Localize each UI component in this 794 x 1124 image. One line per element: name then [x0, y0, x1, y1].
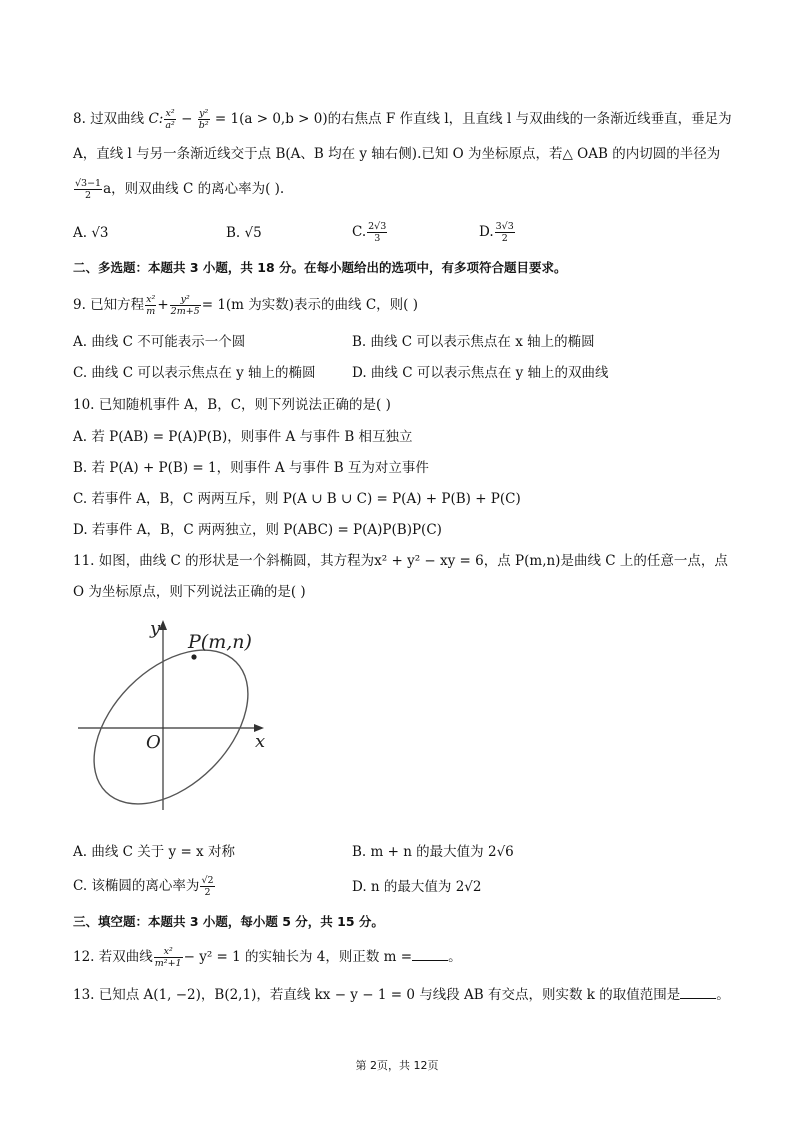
q13-answer-blank[interactable] [680, 986, 716, 999]
q8-option-a: A. √3 [73, 225, 109, 241]
q9-option-d: D. 曲线 C 可以表示焦点在 y 轴上的双曲线 [352, 365, 609, 381]
q11-option-a: A. 曲线 C 关于 y = x 对称 [73, 844, 235, 860]
section-2-heading: 二、多选题：本题共 3 小题，共 18 分。在每小题给出的选项中，有多项符合题目要求。 [73, 260, 567, 275]
y-label: y [150, 618, 161, 639]
q10-stem: 10. 已知随机事件 A，B，C，则下列说法正确的是( ) [73, 397, 391, 413]
q9-option-a: A. 曲线 C 不可能表示一个圆 [73, 334, 246, 350]
q8-line2: A，直线 l 与另一条渐近线交于点 B(A、B 均在 y 轴右侧).已知 O 为坐标原点，若△ OAB 的内切圆的半径为 [73, 146, 721, 162]
q8-line3-text: a，则双曲线 C 的离心率为( ). [103, 181, 285, 197]
page-footer: 第 2页，共 12页 [355, 1059, 439, 1072]
q10-option-c: C. 若事件 A，B，C 两两互斥，则 P(A ∪ B ∪ C) = P(A) + P(B) + P(C) [73, 491, 521, 507]
q8-line3: $\frac{√3-1}{2}$ a，则双曲线 C 的离心率为( ). [75, 178, 285, 201]
q11-option-d: D. n 的最大值为 2√2 [352, 879, 482, 895]
y-axis-arrow [159, 620, 167, 630]
q8-option-c: C. $\frac{2√3}{3}$ [352, 221, 387, 244]
q9-option-c: C. 曲线 C 可以表示焦点在 y 轴上的椭圆 [73, 365, 316, 381]
p-label: P(m,n) [188, 631, 252, 653]
q11-option-c: C. 该椭圆的离心率为 $\frac{√2}{2}$ [73, 875, 214, 898]
q12-answer-blank[interactable] [412, 948, 448, 961]
q8-option-d: D. $\frac{3√3}{2}$ [479, 221, 514, 244]
q8-option-b: B. √5 [226, 225, 262, 241]
q8-curve-name: C: [148, 111, 164, 127]
q8-line1-rest: (a > 0,b > 0)的右焦点 F 作直线 l，且直线 l 与双曲线的一条渐近线垂直，垂足为 [239, 111, 732, 127]
point-p [191, 654, 196, 659]
q8-prefix: 8. 过双曲线 [73, 111, 149, 127]
q8-line1: 8. 过双曲线 C: $\frac{\text{x²}}{\text{a²}}$ − $\frac{\text{y²}}{\text{b²}}$ = 1(a > 0,b > 0)的右焦点 F 作直线 l，且直线 l 与双曲线的一条渐近线垂直，垂足为 [73, 108, 732, 131]
q10-option-d: D. 若事件 A，B，C 两两独立，则 P(ABC) = P(A)P(B)P(C) [73, 522, 442, 538]
q10-option-b: B. 若 P(A) + P(B) = 1，则事件 A 与事件 B 互为对立事件 [73, 460, 429, 476]
q13-stem: 13. 已知点 A(1, −2)，B(2,1)，若直线 kx − y − 1 = 0 与线段 AB 有交点，则实数 k 的取值范围是 。 [73, 987, 730, 1003]
q11-line1: 11. 如图，曲线 C 的形状是一个斜椭圆，其方程为x² + y² − xy = 6，点 P(m,n)是曲线 C 上的任意一点，点 [73, 553, 728, 569]
q9-option-b: B. 曲线 C 可以表示焦点在 x 轴上的椭圆 [352, 334, 595, 350]
q11-option-b: B. m + n 的最大值为 2√6 [352, 844, 514, 860]
origin-label: O [146, 732, 161, 753]
section-3-heading: 三、填空题：本题共 3 小题，每小题 5 分，共 15 分。 [73, 914, 384, 929]
q12-stem: 12. 若双曲线 $\frac{\text{x²}}{\text{m²+1}}$ − y² = 1 的实轴长为 4，则正数 m = 。 [73, 946, 462, 969]
q11-ellipse-figure [70, 610, 280, 820]
x-label: x [255, 731, 266, 752]
q10-option-a: A. 若 P(AB) = P(A)P(B)，则事件 A 与事件 B 相互独立 [73, 429, 413, 445]
q9-stem: 9. 已知方程 $\frac{\text{x²}}{m}$ + $\frac{\text{y²}}{2m+5}$ = 1(m 为实数)表示的曲线 C，则( ) [73, 294, 418, 317]
q11-line2: O 为坐标原点，则下列说法正确的是( ) [73, 584, 306, 600]
